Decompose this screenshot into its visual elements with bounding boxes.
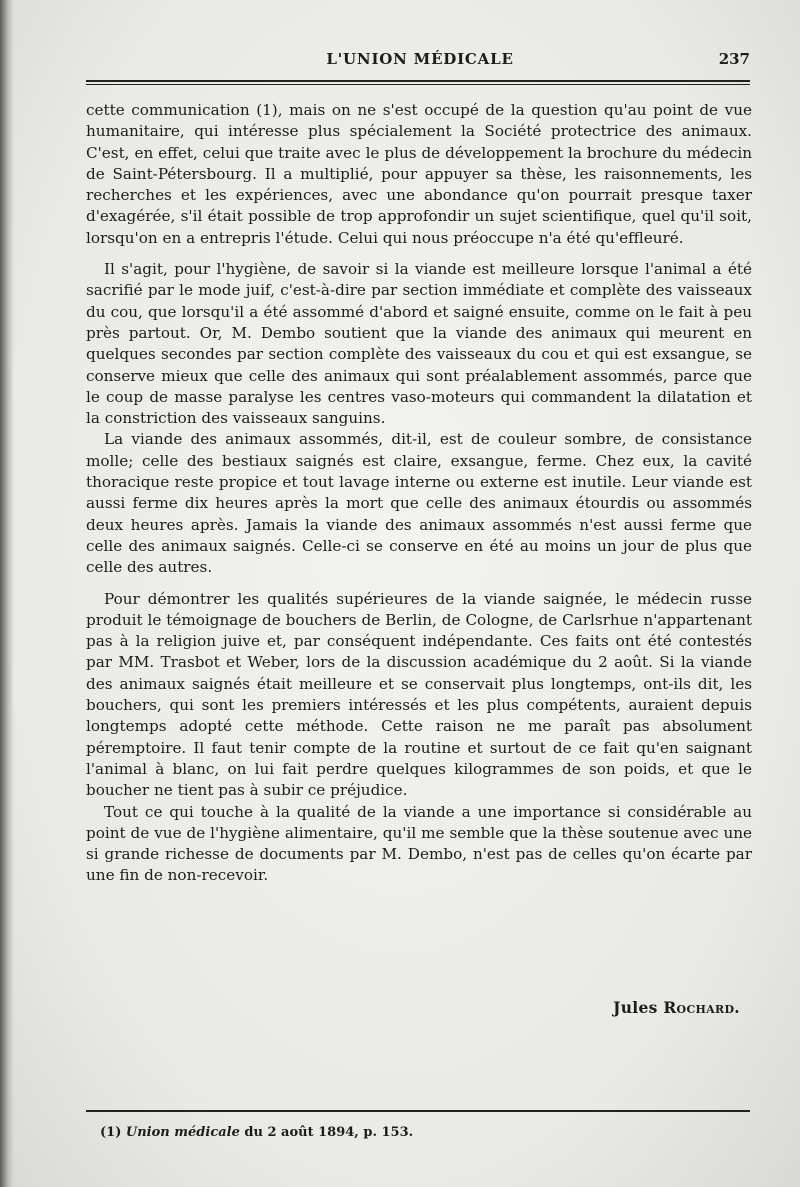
page-edge-shadow xyxy=(0,0,14,1187)
author-first-name: Jules xyxy=(613,998,658,1017)
paragraph: Tout ce qui touche à la qualité de la viande a une importance si considérable au point de vue de l'hygiène alimentaire, qu'il me semble que la thèse soutenue avec une si grande richesse de documents par M. Dembo, n'est pas de celles qu'on écarte par une fin de non-recevoir. xyxy=(86,802,752,885)
running-title: L'UNION MÉDICALE xyxy=(326,50,514,68)
header-rule xyxy=(86,80,750,82)
paragraph: Il s'agit, pour l'hygiène, de savoir si la viande est meilleure lorsque l'animal a été sacrifié par le mode juif, c'est-à-dire par section immédiate et complète des vaisseaux du cou, que lorsqu'il a été assommé d'abord et saigné ensuite, comme on le fait à peu près partout. Or, M. Dembo soutient que la viande des animaux qui meurent en quelques secondes par section complète des vaisseaux du cou et qui est exsangue, se conserve mieux que celle des animaux qui sont préalablement assommés, parce que le coup de masse paralyse les centres vaso-moteurs qui commandent la dilatation et la constriction des vaisseaux sanguins. xyxy=(86,260,752,428)
footnote-rule xyxy=(86,1110,750,1112)
paragraph: Pour démontrer les qualités supérieures de la viande saignée, le médecin russe produit le témoignage de bouchers de Berlin, de Cologne, de Carlsrhue n'appartenant pas à la religion juive et, par conséquent indépendante. Ces faits ont été contestés par MM. Trasbot et Weber, lors de la discussion académique du 2 août. Si la viande des animaux saignés était meilleure et se conservait plus longtemps, ont-ils dit, les bouchers, qui sont les premiers intéressés et les plus compétents, auraient depuis longtemps adopté cette méthode. Cette raison ne me paraît pas absolument péremptoire. Il faut tenir compte de la routine et surtout de ce fait qu'en saignant l'animal à blanc, on lui fait perdre quelques kilogrammes de son poids, et que le boucher ne tient pas à subir ce préjudice. xyxy=(86,589,752,800)
header-rule-thin xyxy=(86,84,750,85)
article-body xyxy=(86,100,752,887)
author-last-name: Rochard. xyxy=(663,998,740,1017)
paragraph: cette communication (1), mais on ne s'est occupé de la question qu'au point de vue humanitaire, qui intéresse plus spécialement la Société protectrice des animaux. C'est, en effet, celui que traite avec le plus de développement la brochure du médecin de Saint-Pétersbourg. Il a multiplié, pour appuyer sa thèse, les raisonnements, les recherches et les expériences, avec une abondance qu'on pourrait presque taxer d'exagérée, s'il était possible de trop approfondir un sujet scientifique, quel qu'il soit, lorsqu'on en a entrepris l'étude. Celui qui nous préoccupe n'a été qu'effleuré. xyxy=(86,101,752,247)
footnote-journal: Union médicale xyxy=(125,1125,240,1140)
running-header xyxy=(86,42,754,82)
footnote xyxy=(100,1125,413,1140)
footnote-reference: du 2 août 1894, p. 153. xyxy=(244,1125,414,1140)
page-number: 237 xyxy=(718,50,750,68)
paragraph: La viande des animaux assommés, dit-il, est de couleur sombre, de consistance molle; celle des bestiaux saignés est claire, exsangue, ferme. Chez eux, la cavité thoracique reste propice et tout lavage interne ou externe est inutile. Leur viande est aussi ferme dix heures après la mort que celle des animaux étourdis ou assommés deux heures après. Jamais la viande des animaux assommés n'est aussi ferme que celle des animaux saignés. Celle-ci se conserve en été au moins un jour de plus que celle des autres. xyxy=(86,430,752,577)
footnote-marker: (1) xyxy=(100,1125,122,1140)
author-signature xyxy=(613,998,740,1017)
